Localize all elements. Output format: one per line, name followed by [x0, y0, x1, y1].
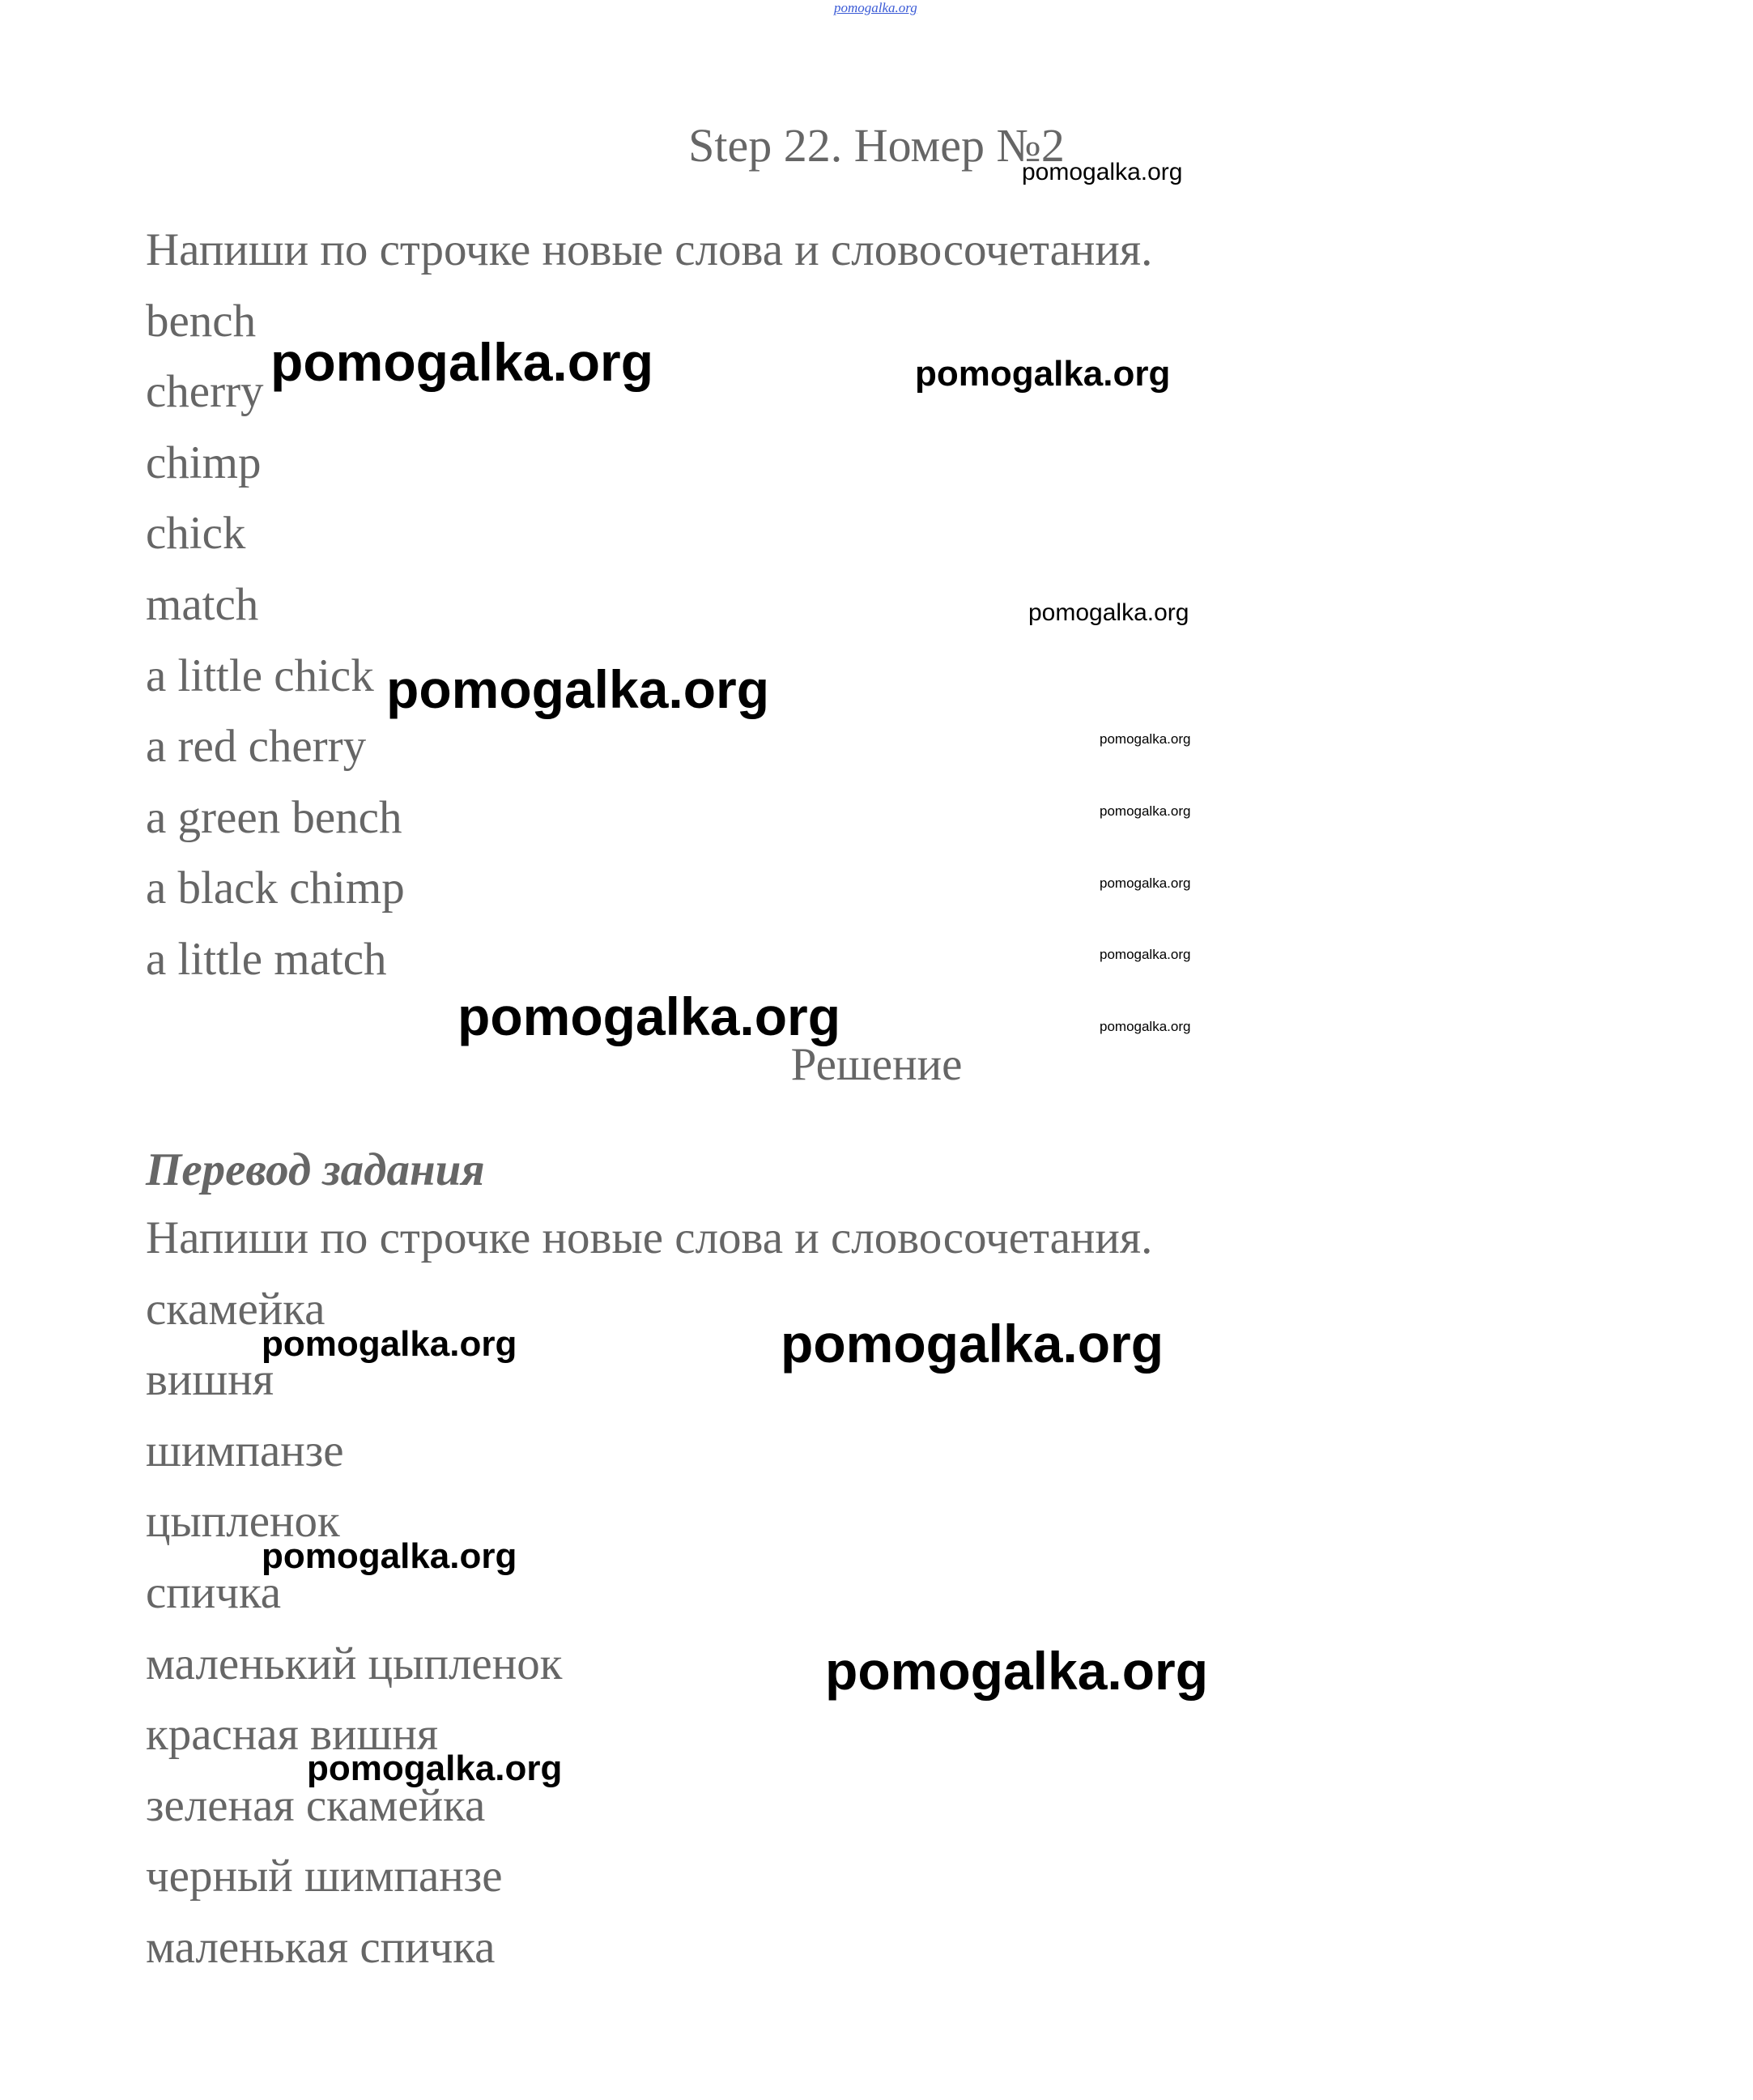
watermark: pomogalka.org — [1100, 803, 1191, 819]
watermark: pomogalka.org — [270, 332, 654, 392]
task-item: a green bench — [146, 792, 402, 843]
solution-item: красная вишня — [146, 1709, 439, 1760]
translation-heading: Перевод задания — [146, 1144, 485, 1195]
site-link[interactable]: pomogalka.org — [834, 0, 917, 15]
task-item: chick — [146, 508, 246, 559]
watermark: pomogalka.org — [825, 1641, 1209, 1701]
watermark: pomogalka.org — [1100, 875, 1191, 891]
watermark: pomogalka.org — [457, 986, 841, 1046]
solution-item: спичка — [146, 1567, 282, 1618]
solution-item: вишня — [146, 1354, 274, 1405]
solution-item: маленькая спичка — [146, 1922, 496, 1973]
solution-instruction: Напиши по строчке новые слова и словосочетания. — [146, 1212, 1153, 1263]
watermark: pomogalka.org — [1028, 599, 1189, 626]
solution-item: маленький цыпленок — [146, 1638, 563, 1689]
watermark: pomogalka.org — [1100, 731, 1191, 747]
task-item: bench — [146, 296, 257, 347]
solution-item: цыпленок — [146, 1496, 340, 1547]
watermark: pomogalka.org — [262, 1536, 517, 1576]
task-instruction: Напиши по строчке новые слова и словосочетания. — [146, 224, 1153, 275]
watermark: pomogalka.org — [307, 1749, 563, 1788]
task-item: a little chick — [146, 650, 374, 701]
task-item: match — [146, 579, 259, 630]
solution-item: шимпанзе — [146, 1425, 344, 1476]
watermark: pomogalka.org — [915, 354, 1171, 394]
solution-item: скамейка — [146, 1284, 325, 1335]
solution-item: черный шимпанзе — [146, 1851, 503, 1902]
watermark: pomogalka.org — [386, 659, 770, 719]
task-item: a red cherry — [146, 721, 367, 772]
page-title: Step 22. Номер №2 — [688, 119, 1065, 172]
solution-item: зеленая скамейка — [146, 1780, 486, 1831]
watermark: pomogalka.org — [1100, 1019, 1191, 1034]
task-item: chimp — [146, 437, 262, 488]
task-item: a little match — [146, 934, 387, 985]
watermark: pomogalka.org — [1022, 159, 1183, 185]
task-item: a black chimp — [146, 863, 405, 914]
watermark: pomogalka.org — [262, 1324, 517, 1364]
watermark: pomogalka.org — [1100, 947, 1191, 962]
watermark: pomogalka.org — [781, 1314, 1164, 1374]
task-item: cherry — [146, 366, 264, 417]
solution-heading: Решение — [790, 1039, 963, 1090]
